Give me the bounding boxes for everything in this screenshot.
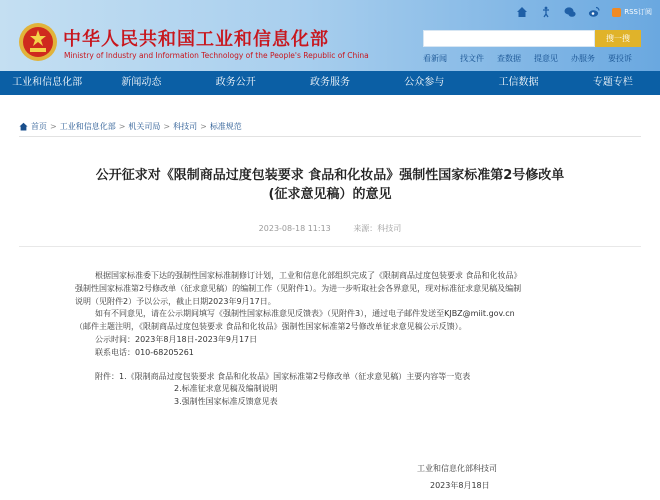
nav-item-ministry[interactable]: 工业和信息化部 — [12, 77, 83, 88]
hot-links — [423, 53, 632, 64]
contact-phone: 联系电话：010-68205261 — [95, 347, 194, 357]
article-title-line2: (征求意见稿）的意见 — [268, 187, 392, 202]
attachment-link[interactable]: 3.强制性国家标准反馈意见表 — [174, 397, 278, 407]
nav-item-topics[interactable]: 专题专栏 — [592, 77, 633, 88]
nav-item-public-affairs[interactable]: 政务公开 — [215, 77, 256, 88]
nav-item-participation[interactable]: 公众参与 — [404, 77, 445, 88]
divider — [19, 136, 641, 137]
wechat-icon[interactable] — [564, 6, 576, 18]
nav-item-news[interactable]: 新闻动态 — [121, 77, 162, 88]
article-title-line1: 公开征求对《限制商品过度包装要求 食品和化妆品》强制性国家标准第2号修改单 — [95, 168, 565, 183]
top-links — [516, 6, 652, 18]
notice-period: 公示时间：2023年8月18日-2023年9月17日 — [95, 334, 258, 344]
article-body — [75, 270, 635, 409]
breadcrumb-item[interactable]: 机关司局 — [128, 122, 161, 131]
attachment-link[interactable]: 附件：1.《限制商品过度包装要求 食品和化妆品》国家标准第2号修改单（征求意见稿）主要内容等一览表 — [95, 371, 471, 381]
paragraph-line: 如有不同意见，请在公示期间填写《强制性国家标准意见反馈表》（见附件3），通过电子邮件发送至KJBZ@miit.gov.cn — [95, 309, 515, 319]
breadcrumb — [19, 121, 242, 132]
breadcrumb-home-icon — [19, 122, 28, 131]
rss-label: RSS订阅 — [624, 8, 652, 16]
main-nav — [0, 71, 660, 95]
paragraph-line: 说明（见附件2）予以公示，截止日期2023年9月17日。 — [75, 296, 276, 306]
weibo-icon[interactable] — [588, 6, 600, 18]
hot-link[interactable]: 看新闻 — [423, 54, 447, 63]
accessibility-icon[interactable] — [540, 6, 552, 18]
hot-link[interactable]: 查数据 — [497, 54, 521, 63]
rss-link[interactable] — [612, 7, 652, 17]
rss-icon — [612, 8, 621, 17]
nav-item-services[interactable]: 政务服务 — [309, 77, 350, 88]
search-button[interactable]: 搜一搜 — [595, 30, 641, 47]
article-meta — [0, 223, 660, 234]
home-icon[interactable] — [516, 6, 528, 18]
paragraph-line: 根据国家标准委下达的强制性国家标准制修订计划，工业和信息化部组织完成了《限制商品过度包装要求 食品和化妆品》 — [95, 271, 522, 280]
site-header — [0, 0, 660, 71]
site-title[interactable]: 中华人民共和国工业和信息化部 — [63, 29, 329, 50]
site-subtitle: Ministry of Industry and Information Technology of the People's Republic of China — [64, 51, 369, 60]
paragraph-line: 强制性国家标准第2号修改单（征求意见稿）的编制工作（见附件1）。为进一步听取社会各界意见，现对标准征求意见稿及编制 — [75, 283, 522, 293]
hot-link[interactable]: 提意见 — [534, 54, 558, 63]
breadcrumb-item[interactable]: 标准规范 — [209, 122, 242, 131]
hot-link[interactable]: 找文件 — [460, 54, 484, 63]
hot-link[interactable]: 要投诉 — [608, 54, 632, 63]
divider — [19, 246, 641, 247]
breadcrumb-item[interactable]: 工业和信息化部 — [59, 122, 116, 131]
signature: 工业和信息化部科技司 — [417, 464, 497, 473]
attachment-link[interactable]: 2.标准征求意见稿及编制说明 — [174, 384, 278, 394]
breadcrumb-separator: > — [118, 122, 126, 131]
breadcrumb-separator: > — [200, 122, 207, 131]
national-emblem-icon — [18, 22, 58, 62]
nav-item-data[interactable]: 工信数据 — [498, 77, 539, 88]
breadcrumb-separator: > — [50, 122, 57, 131]
breadcrumb-item[interactable]: 科技司 — [173, 122, 198, 131]
hot-link[interactable]: 办服务 — [571, 54, 595, 63]
search-input[interactable] — [423, 30, 595, 47]
paragraph-line: （邮件主题注明，《限制商品过度包装要求 食品和化妆品》强制性国家标准第2号修改单征求意见稿公示反馈）。 — [75, 322, 467, 332]
signature-date: 2023年8月18日 — [430, 481, 490, 490]
breadcrumb-separator: > — [163, 122, 171, 131]
article-source: 来源：科技司 — [353, 224, 402, 233]
breadcrumb-item[interactable]: 首页 — [31, 122, 47, 131]
article-date: 2023-08-18 11:13 — [258, 224, 331, 233]
